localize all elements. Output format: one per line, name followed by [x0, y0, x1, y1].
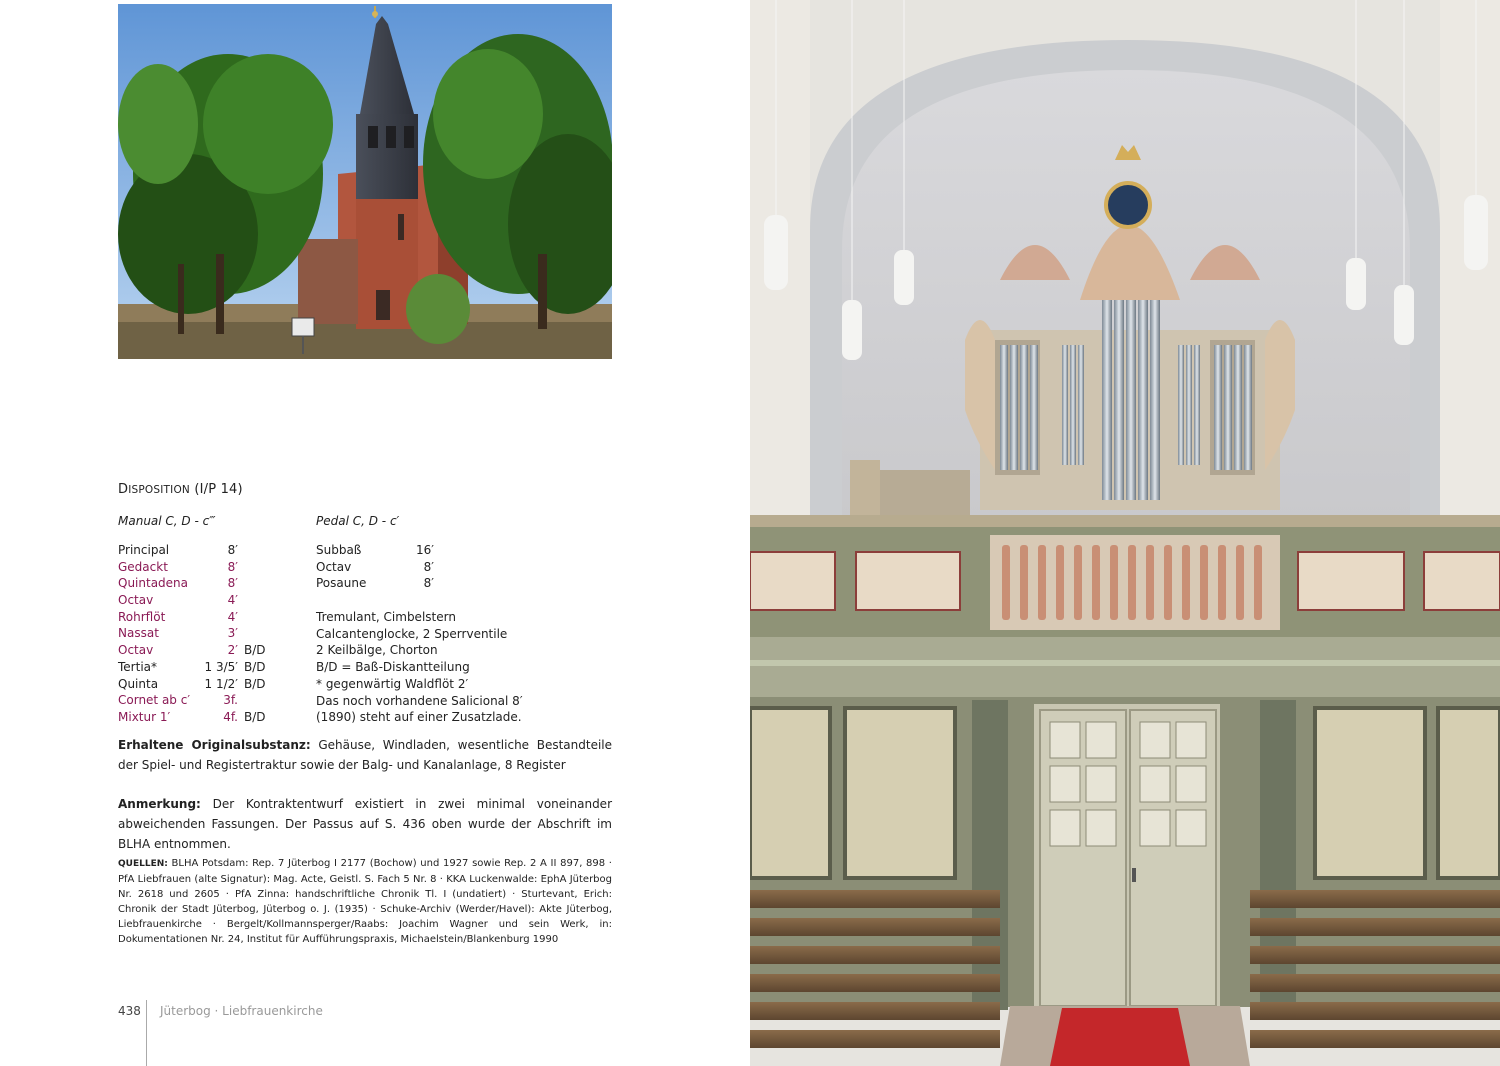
manual-heading: Manual C, D - c‴	[118, 514, 216, 528]
register-pitch: 8′	[227, 559, 238, 574]
register-name: Nassat	[118, 626, 159, 641]
register-name: Quintadena	[118, 576, 189, 591]
register-pitch: 3f.	[223, 693, 238, 708]
remark-text: Der Kontraktentwurf existiert in zwei minimal voneinander abweichenden Fassungen. Der Passus auf S. 436 oben wurde der Abschrift im BLHA entnommen.	[118, 797, 612, 851]
sources-label: QUELLEN:	[118, 859, 168, 869]
register-name: Subbaß	[316, 543, 362, 557]
organ-interior-photo	[750, 0, 1500, 1066]
register-name: Principal	[118, 543, 170, 557]
register-name: Mixtur 1′	[118, 709, 171, 724]
original-substance-text: Gehäuse, Windladen, wesentliche Bestandteile der Spiel- und Registertraktur sowie der Balg- und Kanalanlage, 8 Register	[118, 738, 612, 772]
register-name: Cornet ab c′	[118, 693, 191, 708]
disposition-note: Tremulant, Cimbelstern	[316, 610, 456, 624]
register-pitch: 4′	[227, 593, 238, 608]
disposition-note: B/D = Baß-Diskantteilung	[316, 660, 470, 675]
church-exterior-illustration	[118, 4, 612, 359]
manual-register-row	[118, 676, 298, 693]
register-division: B/D	[244, 709, 266, 724]
disposition-note: (1890) steht auf einer Zusatzlade.	[316, 710, 522, 725]
register-pitch: 16′	[416, 543, 434, 557]
register-name: Rohrflöt	[118, 609, 166, 624]
disposition-note: 2 Keilbälge, Chorton	[316, 643, 438, 658]
manual-register-row	[118, 692, 298, 709]
manual-register-row	[118, 709, 298, 726]
register-pitch: 8′	[423, 559, 434, 574]
sources-paragraph	[118, 856, 612, 947]
heading-smallcaps: ISPOSITION	[128, 484, 190, 496]
original-substance-paragraph	[118, 735, 612, 775]
heading-initial: D	[118, 482, 129, 497]
register-pitch: 4′	[227, 609, 238, 624]
footer-divider	[146, 1000, 147, 1066]
pedal-register-row	[316, 542, 466, 559]
register-division: B/D	[244, 659, 266, 674]
pedal-register-row	[316, 559, 466, 576]
disposition-note: Calcantenglocke, 2 Sperrventile	[316, 626, 508, 641]
register-pitch: 1 1/2′	[204, 676, 238, 691]
register-pitch: 8′	[423, 576, 434, 591]
disposition-note: * gegenwärtig Waldflöt 2′	[316, 676, 469, 691]
manual-register-row	[118, 575, 298, 592]
manual-register-row	[118, 592, 298, 609]
register-pitch: 3′	[227, 626, 238, 641]
pedal-register-row	[316, 575, 466, 592]
remark-label: Anmerkung:	[118, 797, 201, 811]
disposition-heading	[118, 482, 243, 499]
sources-text: BLHA Potsdam: Rep. 7 Jüterbog I 2177 (Bochow) und 1927 sowie Rep. 2 A II 897, 898 · PfA Liebfrauen (alte Signatur): Mag. Acte, Geistl. S. Fach 5 Nr. 8 · KKA Luckenwalde: EphA Jüterbog Nr. 2618 und 2605 · PfA Zinna: handschriftliche Chronik Tl. I (undatiert) · Sturtevant, Erich: Chronik der Stadt Jüterbog, Jüterbog o. J. (1935) · Schuke-Archiv (Werder/Havel): Akte Jüterbog, Liebfrauenkirche · Bergelt/Kollmannsperger/Raabs: Joachim Wagner und sein Werk, in: Dokumentationen Nr. 24, Institut für Aufführungspraxis, Michaelstein/Blankenburg 1990	[118, 858, 612, 945]
register-name: Quinta	[118, 676, 159, 691]
register-pitch: 4f.	[223, 709, 238, 724]
manual-register-row	[118, 659, 298, 676]
register-name: Gedackt	[118, 559, 168, 574]
register-pitch: 1 3/5′	[204, 659, 238, 674]
register-pitch: 8′	[227, 543, 238, 557]
organ-interior-illustration	[750, 0, 1500, 1066]
manual-register-row	[118, 625, 298, 642]
manual-register-row	[118, 559, 298, 576]
manual-register-row	[118, 542, 298, 559]
manual-register-row	[118, 642, 298, 659]
register-name: Octav	[118, 643, 154, 658]
church-exterior-photo	[118, 4, 612, 359]
register-pitch: 8′	[227, 576, 238, 591]
register-pitch: 2′	[227, 643, 238, 658]
disposition-note: Das noch vorhandene Salicional 8′	[316, 693, 523, 708]
page-number: 438	[118, 1004, 141, 1018]
register-division: B/D	[244, 643, 266, 658]
manual-register-row	[118, 609, 298, 626]
manual-register-list	[118, 542, 298, 726]
pedal-heading: Pedal C, D - c′	[316, 514, 400, 528]
disposition-notes	[316, 609, 523, 726]
register-division: B/D	[244, 676, 266, 691]
pedal-register-list	[316, 542, 466, 592]
register-name: Octav	[316, 559, 352, 574]
heading-suffix: (I/P 14)	[194, 482, 243, 497]
register-name: Octav	[118, 593, 154, 608]
running-title: Jüterbog · Liebfrauenkirche	[160, 1004, 323, 1018]
register-name: Posaune	[316, 576, 367, 591]
register-name: Tertia*	[118, 659, 157, 674]
remark-paragraph	[118, 794, 612, 854]
original-substance-label: Erhaltene Originalsubstanz:	[118, 738, 311, 752]
